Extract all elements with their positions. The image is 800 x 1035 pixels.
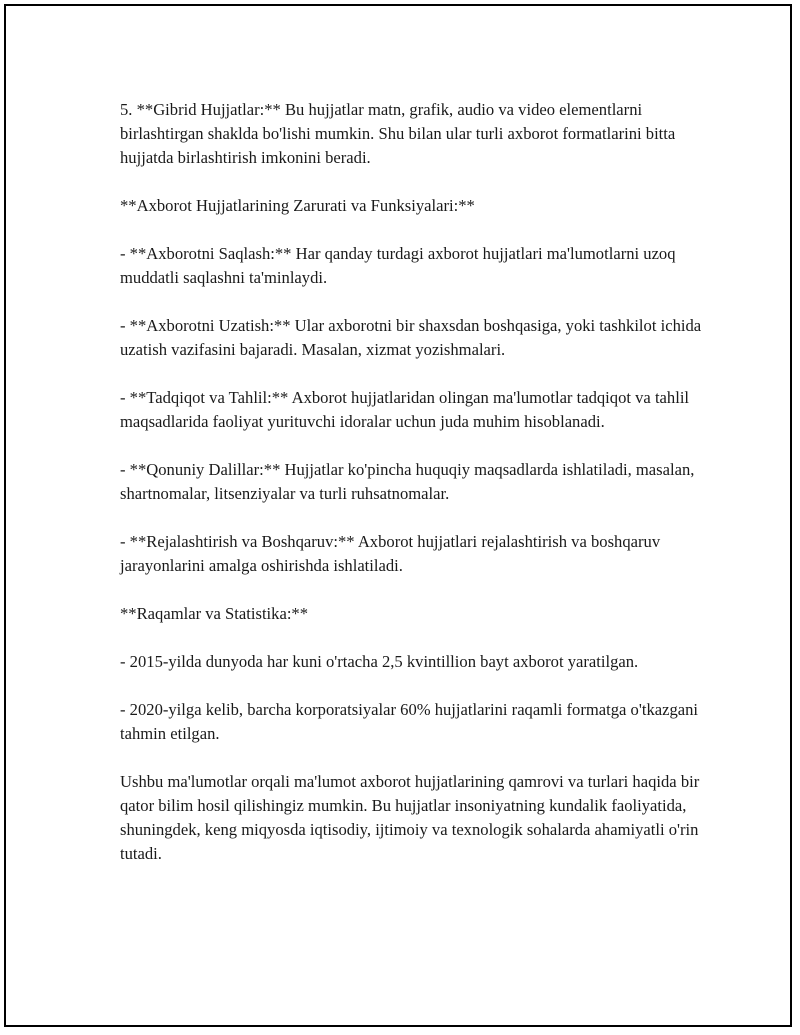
heading-zarurati-funksiyalari: **Axborot Hujjatlarining Zarurati va Funksiyalari:** [120, 196, 475, 215]
document-body [120, 98, 720, 890]
list-item-qonuniy-dalillar: - **Qonuniy Dalillar:** Hujjatlar ko'pincha huquqiy maqsadlarda ishlatiladi, masalan, shartnomalar, litsenziyalar va turli ruhsatnomalar. [120, 460, 695, 503]
list-item-rejalashtirish: - **Rejalashtirish va Boshqaruv:** Axborot hujjatlari rejalashtirish va boshqaruv jarayonlarini amalga oshirishda ishlatiladi. [120, 532, 661, 575]
paragraph-gibrid-hujjatlar: 5. **Gibrid Hujjatlar:** Bu hujjatlar matn, grafik, audio va video elementlarni birlashtirgan shaklda bo'lishi mumkin. Shu bilan ular turli axborot formatlarini bitta hujjatda birlashtirish imkonini beradi. [120, 100, 676, 167]
heading-raqamlar-statistika: **Raqamlar va Statistika:** [120, 604, 309, 623]
list-item-saqlash: - **Axborotni Saqlash:** Har qanday turdagi axborot hujjatlari ma'lumotlarni uzoq muddatli saqlashni ta'minlaydi. [120, 244, 676, 287]
paragraph-conclusion: Ushbu ma'lumotlar orqali ma'lumot axborot hujjatlarining qamrovi va turlari haqida bir qator bilim hosil qilishingiz mumkin. Bu hujjatlar insoniyatning kundalik faoliyatida, shuningdek, keng miqyosda iqtisodiy, ijtimoiy va texnologik sohalarda ahamiyatli o'rin tutadi. [120, 772, 700, 863]
list-item-2020: - 2020-yilga kelib, barcha korporatsiyalar 60% hujjatlarini raqamli formatga o'tkazgani tahmin etilgan. [120, 700, 699, 743]
list-item-2015: - 2015-yilda dunyoda har kuni o'rtacha 2,5 kvintillion bayt axborot yaratilgan. [120, 652, 639, 671]
list-item-uzatish: - **Axborotni Uzatish:** Ular axborotni bir shaxsdan boshqasiga, yoki tashkilot ichida uzatish vazifasini bajaradi. Masalan, xizmat yozishmalari. [120, 316, 702, 359]
list-item-tadqiqot-tahlil: - **Tadqiqot va Tahlil:** Axborot hujjatlaridan olingan ma'lumotlar tadqiqot va tahlil maqsadlarida faoliyat yurituvchi idoralar uchun juda muhim hisoblanadi. [120, 388, 690, 431]
page-frame [4, 4, 792, 1027]
